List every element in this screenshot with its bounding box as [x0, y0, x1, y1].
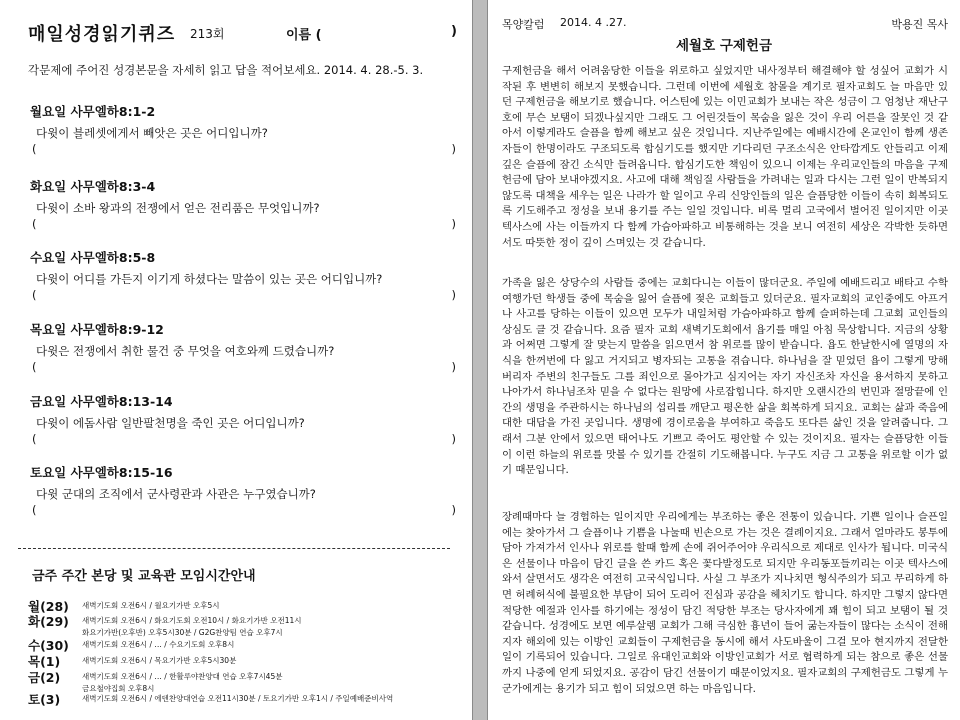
column-paragraph: 구제헌금을 해서 어려움당한 이들을 위로하고 싶었지만 내사정부터 해결해야 할 성싶어 교회가 시작된 후 변변히 해보지 못했습니다. 그런데 이번에 세월호 참몰을 계기로 필자교회도 늘 마음만 있던 구제헌금을 해보기로 했습니다. 어스틴에 있는 이민교회가 보내는 작은 성금이 그 엄청난 재난구호에 무슨 보탬이 되겠나싶지만 그래도 그 어린것들이 목숨을 잃은 것이 우리 어른을 잘못인 것 같아서 이렇게라도 슬픔을 함께 해보고 싶은 것입니다. 지난주일에는 예배시간에 온교인이 함께 생존자들이 한명이라도 구조되도록 합심기도를 했지만 기다리던 구조소식은 안타깝게도 안들리고 이제 깊은 슬픔에 잠긴 소식만 들려옵니다. 합심기도한 책임이 있으니 이제는 우리교인들의 마음을 구제헌금에 담아 보내야겠지요. 사고에 대해 책임질 사람들을 가려내는 일과 다시는 그런 일이 반복되지 않도록 대책을 세우는 일은 나라가 할 일이고 우리 신앙인들의 일은 슬픔당한 이들이 속히 회복되도록 기도해주고 정성을 보내 용기를 주는 일일 것입니다. 비록 멀리 고국에서 벌어진 일이지만 이곳 텍사스에 사는 이들까지 다 함께 가슴아파하고 비통해하는 것을 보니 여전히 세상은 각박한 듯하면서도 따뜻한 정이 깊이 스며있는 것 같습니다. [502, 65, 948, 249]
answer-paren-close: ) [451, 360, 456, 374]
question-friday [26, 392, 466, 448]
question-text: 다윗 군대의 조직에서 군사령관과 사관은 누구였습니까? [36, 487, 316, 501]
schedule-items: 새벽기도회 오전6시 / … / 수요기도회 오후8시 [82, 640, 235, 649]
question-day: 금요일 사무엘하8:13-14 [30, 394, 173, 409]
answer-paren-close: ) [451, 142, 456, 156]
schedule-day: 수(30) [28, 638, 69, 653]
question-wednesday [26, 248, 466, 304]
answer-paren-close: ) [451, 288, 456, 302]
name-field-label: 이름 ( [286, 28, 322, 43]
schedule-row [28, 636, 468, 653]
schedule-row [28, 652, 468, 669]
schedule-day: 월(28) [28, 599, 69, 614]
schedule-title: 금주 주간 본당 및 교육관 모임시간안내 [32, 569, 256, 584]
name-field-close: ) [451, 24, 457, 39]
question-tuesday [26, 177, 466, 233]
answer-paren-close: ) [451, 432, 456, 446]
answer-paren-open: ( [32, 503, 37, 517]
schedule-day: 목(1) [28, 654, 61, 669]
question-day: 월요일 사무엘하8:1-2 [30, 104, 156, 119]
schedule-items: 새벽기도회 오전6시 / 화요기도회 오전10시 / 화요기가반 오전11시 [82, 616, 302, 625]
question-text: 다윗이 블레셋에게서 빼앗은 곳은 어디입니까? [36, 126, 268, 140]
schedule-items: 새벽기도회 오전6시 / 목요기가반 오후5시30분 [82, 656, 237, 665]
column-label: 목양칼럼 [502, 18, 545, 31]
section-divider [18, 548, 450, 549]
schedule-items: 금요철야집회 오후8시 [82, 684, 155, 693]
schedule-items: 새벽기도회 오전6시 / 에덴찬양대연습 오전11시30분 / 토요기가반 오후1시 / 주일예배준비사역 [82, 694, 394, 703]
quiz-header [28, 20, 468, 46]
question-text: 다윗이 어디를 가든지 이기게 하셨다는 말씀이 있는 곳은 어디입니까? [36, 272, 383, 286]
column-title: 세월호 구제헌금 [676, 38, 772, 54]
question-text: 다윗이 소바 왕과의 전쟁에서 얻은 전리품은 무엇입니까? [36, 201, 320, 215]
question-thursday [26, 320, 466, 376]
column-paragraph: 가족을 잃은 상당수의 사람들 중에는 교회다니는 이들이 많더군요. 주일에 예배드리고 배타고 수학여행가던 학생들 중에 목숨을 잃어 슬픔에 젖은 교회들고 있더군요. 필자교회의 교인중에도 아프거나 사고를 당하는 이들이 있으면 모두가 내일처럼 가슴아파하고 함께 슬퍼하는데 그교회 교인들의 상심도 클 것 같습니다. 요즘 필자 교회 새벽기도회에서 욥기를 매일 아침 묵상합니다. 지금의 상황과 어쩌면 그렇게 잘 맞는지 말씀을 읽으면서 참 위로를 많이 받습니다. 욥도 한날한시에 열명의 자식을 한꺼번에 다 잃고 거지되고 병자되는 고통을 겪습니다. 하나님을 잘 믿었던 욥이 그렇게 망해버리자 주변의 친구들도 그를 죄인으로 몰아가고 심지어는 자기 자신조차 자신을 용서하지 못하고 나아가서 하나님조차 믿을 수 없다는 원망에 사로잡힙니다. 하지만 오랜시간의 번민과 절망끝에 인간의 생명을 주관하시는 하나님의 섭리를 깨닫고 평온한 삶을 회복하게 되지요. 교회는 삶과 죽음에 대한 대답을 가진 곳입니다. 생명에 경이로움을 부여하고 죽음도 또다른 삶인 것을 알려줍니다. 그래서 그분 안에서 있으면 태어나도 기쁘고 죽어도 평안할 수 있는 것이지요. 필자는 슬픔당한 이들이 이런 하늘의 위로를 맛볼 수 있기를 간절히 기도해봅니다. 누구도 지금 그 고통을 위로할 이가 없기 때문입니다. [502, 277, 948, 477]
question-text: 다윗은 전쟁에서 취한 물건 중 무엇을 여호와께 드렸습니까? [36, 344, 335, 358]
column-date: 2014. 4 .27. [560, 16, 627, 29]
answer-paren-close: ) [451, 503, 456, 517]
answer-paren-open: ( [32, 360, 37, 374]
answer-paren-open: ( [32, 288, 37, 302]
schedule-items: 새벽기도회 오전6시 / 월요기가반 오후5시 [82, 601, 220, 610]
schedule-items: 새벽기도회 오전6시 / … / 한활루야찬양대 연습 오후7시45분 [82, 672, 283, 681]
column-page [487, 0, 960, 720]
schedule-day: 금(2) [28, 670, 61, 685]
question-saturday [26, 463, 466, 519]
column-header [502, 16, 948, 32]
quiz-issue-number: 213회 [190, 27, 225, 41]
quiz-title: 매일성경읽기퀴즈 [28, 24, 176, 45]
quiz-instruction: 각문제에 주어진 성경본문을 자세히 읽고 답을 적어보세요. 2014. 4. 28.-5. 3. [28, 63, 424, 77]
column-paragraph: 장례때마다 늘 경험하는 일이지만 우리에게는 부조하는 좋은 전통이 있습니다. 기쁜 일이나 슬픈일에는 찾아가서 그 슬픔이나 기쁨을 나눌때 빈손으로 가는 것은 결례이지요. 그래서 얼마라도 봉투에 담아 가져가서 인사나 위로를 할때 함께 손에 쥐어주어야 우리식으로 제대로 인사가 됩니다. 미국식은 선물이나 마음이 담긴 글을 쓴 카드 혹은 꽃다발정도로 되지만 우리동포들끼리는 이곳 텍사스에 와서 살면서도 생각은 여전히 고국식입니다. 사실 그 부조가 지나치면 형식주의가 되고 무리하게 하면 허례허식에 불필요한 부담이 되어 도리어 진심과 공감을 헤치기도 합니다. 하지만 그렇지 않다면 적당한 예절과 인사를 하기에는 정성이 담긴 적당한 부조는 당사자에게 꽤 힘이 되고 보탬이 될 것 같습니다. 성경에도 보면 예루살렘 교회가 그해 극심한 흉년이 들어 굶는자들이 많다는 소식이 전해지자 해외에 있는 이방인 교회들이 구제헌금을 동시에 해서 사도바울이 그걸 모아 현지까지 전달한 일이 기록되어 있습니다. 그일로 유대인교회와 이방인교회가 서로 협력하게 되는 참으로 좋은 선물까지 나중에 얻게 되었지요. 공감이 담긴 선물이기 때문이었지요. 필자교회의 구제헌금도 그렇게 누군가에게는 용기가 되고 힘이 되었으면 하는 마음입니다. [502, 511, 948, 695]
answer-paren-open: ( [32, 142, 37, 156]
question-monday [26, 102, 466, 158]
schedule-day: 토(3) [28, 692, 61, 707]
schedule-row [28, 690, 468, 707]
question-day: 수요일 사무엘하8:5-8 [30, 250, 156, 265]
answer-paren-close: ) [451, 217, 456, 231]
question-day: 목요일 사무엘하8:9-12 [30, 322, 164, 337]
question-day: 토요일 사무엘하8:15-16 [30, 465, 173, 480]
column-author: 박용진 목사 [891, 18, 948, 31]
quiz-page [0, 0, 473, 720]
answer-paren-open: ( [32, 217, 37, 231]
answer-paren-open: ( [32, 432, 37, 446]
question-text: 다윗이 에돔사람 일반팔천명을 죽인 곳은 어디입니까? [36, 416, 305, 430]
question-day: 화요일 사무엘하8:3-4 [30, 179, 156, 194]
schedule-items: 화요기가반(오후반) 오후5시30분 / G2G찬양팀 연습 오후7시 [82, 628, 283, 637]
schedule-day: 화(29) [28, 614, 69, 629]
